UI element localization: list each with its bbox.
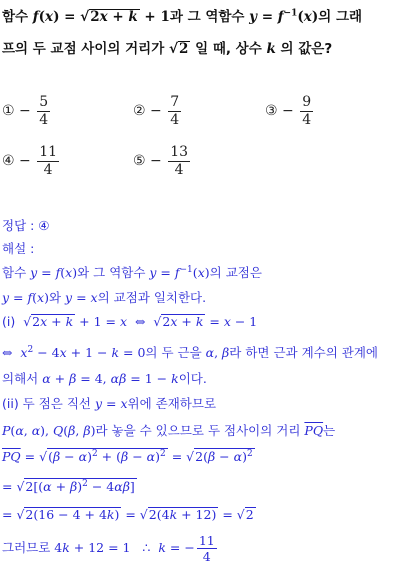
choice-marker: ① [2,103,15,120]
choice-marker: ④ [2,153,15,170]
choice-marker: ⑤ [133,153,146,170]
solution-line-10: = √2(16 − 4 + 4k) = √2(4k + 12) = √2 [2,507,254,522]
question-line-2: 프의 두 교점 사이의 거리가 √2 일 때, 상수 k 의 값은? [2,41,333,57]
choice-3[interactable]: ③ − $\frac{9}{4}$ [265,94,312,128]
solution-line-1: 함수 y = f(x)와 그 역함수 $y = f^{-1}(x)$의 교점은 [2,264,262,280]
choice-marker: ③ [265,103,278,120]
solution-heading: 해설 : [2,241,35,256]
solution-line-5: 의해서 α + β = 4, αβ = 1 − k이다. [2,371,207,386]
choice-2[interactable]: ② − $\frac{7}{4}$ [133,94,180,128]
solution-line-4: ⇔ $x^2 - 4x + 1 - k = 0$의 두 근을 α, β라 하면 근과 계수의 관계에 [2,344,379,360]
choice-4[interactable]: ④ − $\frac{11}{4}$ [2,144,58,178]
solution-line-9: = $√2[(\alpha + \beta)^2 - 4\alpha\beta]$ [2,479,135,495]
solution-line-6: (ii) 두 점은 직선 y = x위에 존재하므로 [2,396,217,411]
choice-1[interactable]: ① − $\frac{5}{4}$ [2,94,49,128]
answer-label: 정답 : ④ [2,218,50,233]
question-line-1: 함수 f(x) = √2x + k + 1과 그 역함수 $y = f^{-1}(x)$의 그래 [2,8,363,25]
choice-5[interactable]: ⑤ − $\frac{13}{4}$ [133,144,189,178]
solution-conclusion: 그러므로 4k + 12 = 1 ∴ k = − $\frac{11}{4}$ [2,533,215,565]
choice-marker: ② [133,103,146,120]
solution-line-8: $\overline{PQ} = √(\beta - \alpha)^2 + (\beta - \alpha)^2 = √2(\beta - \alpha)^2$ [2,449,253,465]
solution-line-3: (i) √2x + k + 1 = x ⇔ √2x + k = x − 1 [2,314,258,329]
solution-line-2: y = f(x)와 y = x의 교점과 일치한다. [2,290,207,305]
solution-line-7: P(α, α), Q(β, β)라 놓을 수 있으므로 두 점사이의 거리 $\overline{PQ}$는 [2,423,336,438]
